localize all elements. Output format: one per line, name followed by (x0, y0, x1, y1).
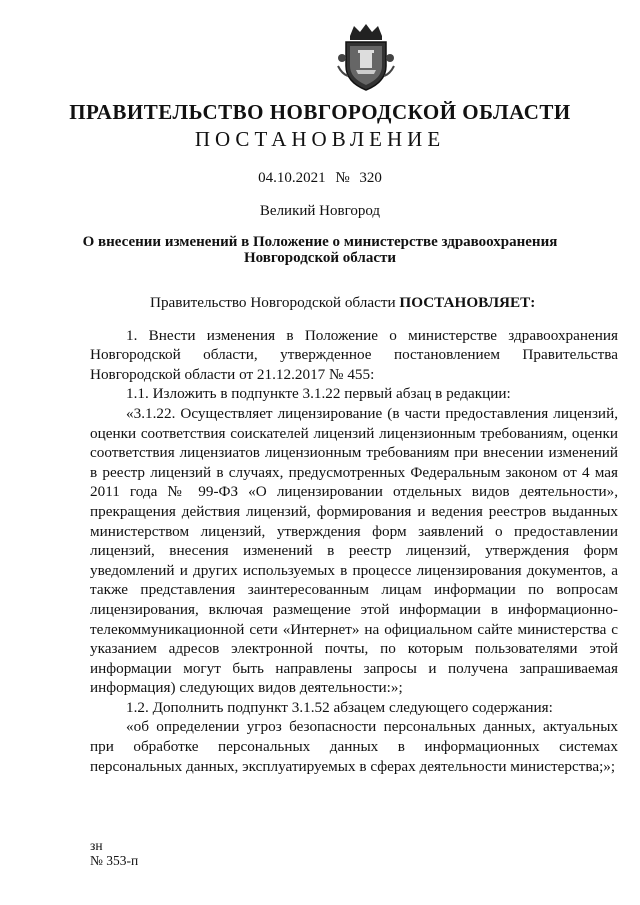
document-date: 04.10.2021 (258, 170, 326, 186)
subject-line-1: О внесении изменений в Положение о министерстве здравоохранения (82, 234, 558, 250)
number-sign: № (335, 170, 350, 186)
preamble-text: Правительство Новгородской области (150, 294, 400, 311)
city: Великий Новгород (259, 203, 381, 219)
paragraph-1-2: 1.2. Дополнить подпункт 3.1.52 абзацем следующего содержания: (126, 698, 553, 716)
footer-doc-ref: № 353-п (90, 853, 139, 868)
paragraph-1: 1. Внести изменения в Положение о министерстве здравоохранения Новгородской области, утвержденное постановлением Правительства Новгородской области от 21.12.2017 № 455: (90, 326, 618, 383)
preamble-decree: ПОСТАНОВЛЯЕТ: (399, 294, 536, 311)
document-subject (0, 234, 640, 266)
document-type: ПОСТАНОВЛЕНИЕ (194, 127, 446, 151)
paragraph-1-1: 1.1. Изложить в подпункте 3.1.22 первый абзац в редакции: (126, 385, 511, 403)
quote-3-1-22: «3.1.22. Осуществляет лицензирование (в части предоставления лицензий, оценки соответствия соискателей лицензий лицензионным требованиям, оценки соответствия лицензиатов лицензионным требованиям при внесении изменений в реестр лицензий в случаях, предусмотренных Федеральным законом от 4 мая 2011 года № 99-ФЗ «О лицензировании отдельных видов деятельности», прекращения действия лицензий, формирования и ведения реестров выданных министерством лицензий, утверждения форм заявлений о предоставлении лицензий, внесения изменений в реестр лицензий, утверждения форм уведомлений и других используемых в процессе лицензирования документов, а также представления заинтересованным лицам информации по вопросам лицензирования, включая размещение этой информации в информационно-телекоммуникационной сети «Интернет» на официальном сайте министерства с указанием адресов электронной почты, по которым пользователями этой информации могут быть направлены запросы и получена запрашиваемая информация) следующих видов деятельности:»; (90, 404, 618, 697)
document-body (90, 293, 618, 776)
government-title: ПРАВИТЕЛЬСТВО НОВГОРОДСКОЙ ОБЛАСТИ (69, 100, 571, 124)
coat-of-arms-icon (336, 22, 396, 92)
footer-initials: зн (90, 838, 103, 853)
subject-line-2: Новгородской области (243, 250, 397, 266)
quote-3-1-52: «об определении угроз безопасности персональных данных, актуальных при обработке персональных данных в информационных системах персональных данных, эксплуатируемых в сферах деятельности министерства;»; (90, 718, 618, 775)
preamble (90, 293, 618, 313)
document-number-line (0, 170, 640, 187)
footer-reference (90, 838, 138, 868)
document-number: 320 (359, 170, 382, 186)
